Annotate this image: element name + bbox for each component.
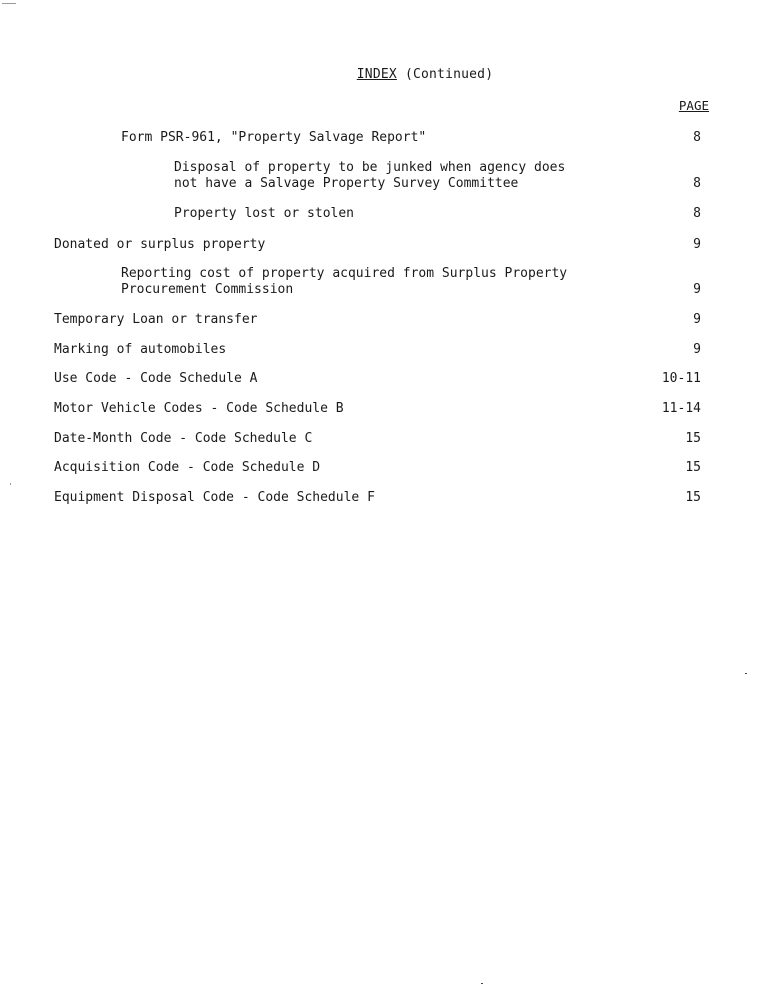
page-title [0,67,763,82]
entry-text: Reporting cost of property acquired from Surplus Property [121,266,568,281]
page-column-header: PAGE [678,98,709,113]
entry-text: Date-Month Code - Code Schedule C [54,431,313,446]
scan-speck [2,3,16,4]
entry-text: Disposal of property to be junked when agency does [174,160,566,175]
entry-page: 9 [693,282,701,297]
entry-text: Use Code - Code Schedule A [54,371,258,386]
entry-text-continued: not have a Salvage Property Survey Committee [174,176,519,191]
scan-speck [481,983,483,984]
entry-page: 11-14 [661,401,701,416]
entry-page: 8 [693,130,701,145]
entry-page: 10-11 [661,371,701,386]
entry-text: Property lost or stolen [174,206,355,221]
entry-text: Temporary Loan or transfer [54,312,258,327]
scan-speck [745,673,747,674]
entry-text: Motor Vehicle Codes - Code Schedule B [54,401,344,416]
title-index: INDEX [356,67,397,82]
entry-text: Marking of automobiles [54,342,227,357]
entry-page: 9 [693,312,701,327]
entry-text: Donated or surplus property [54,237,266,252]
entry-text: Equipment Disposal Code - Code Schedule F [54,490,375,505]
entry-page: 15 [685,460,701,475]
title-continued: (Continued) [404,67,494,82]
entry-page: 8 [693,206,701,221]
entry-page: 8 [693,176,701,191]
entry-page: 15 [685,490,701,505]
entry-page: 9 [693,342,701,357]
entry-text: Form PSR-961, "Property Salvage Report" [121,130,427,145]
entry-page: 9 [693,237,701,252]
entry-text: Acquisition Code - Code Schedule D [54,460,321,475]
scan-speck [10,483,11,485]
entry-page: 15 [685,431,701,446]
entry-text-continued: Procurement Commission [121,282,294,297]
